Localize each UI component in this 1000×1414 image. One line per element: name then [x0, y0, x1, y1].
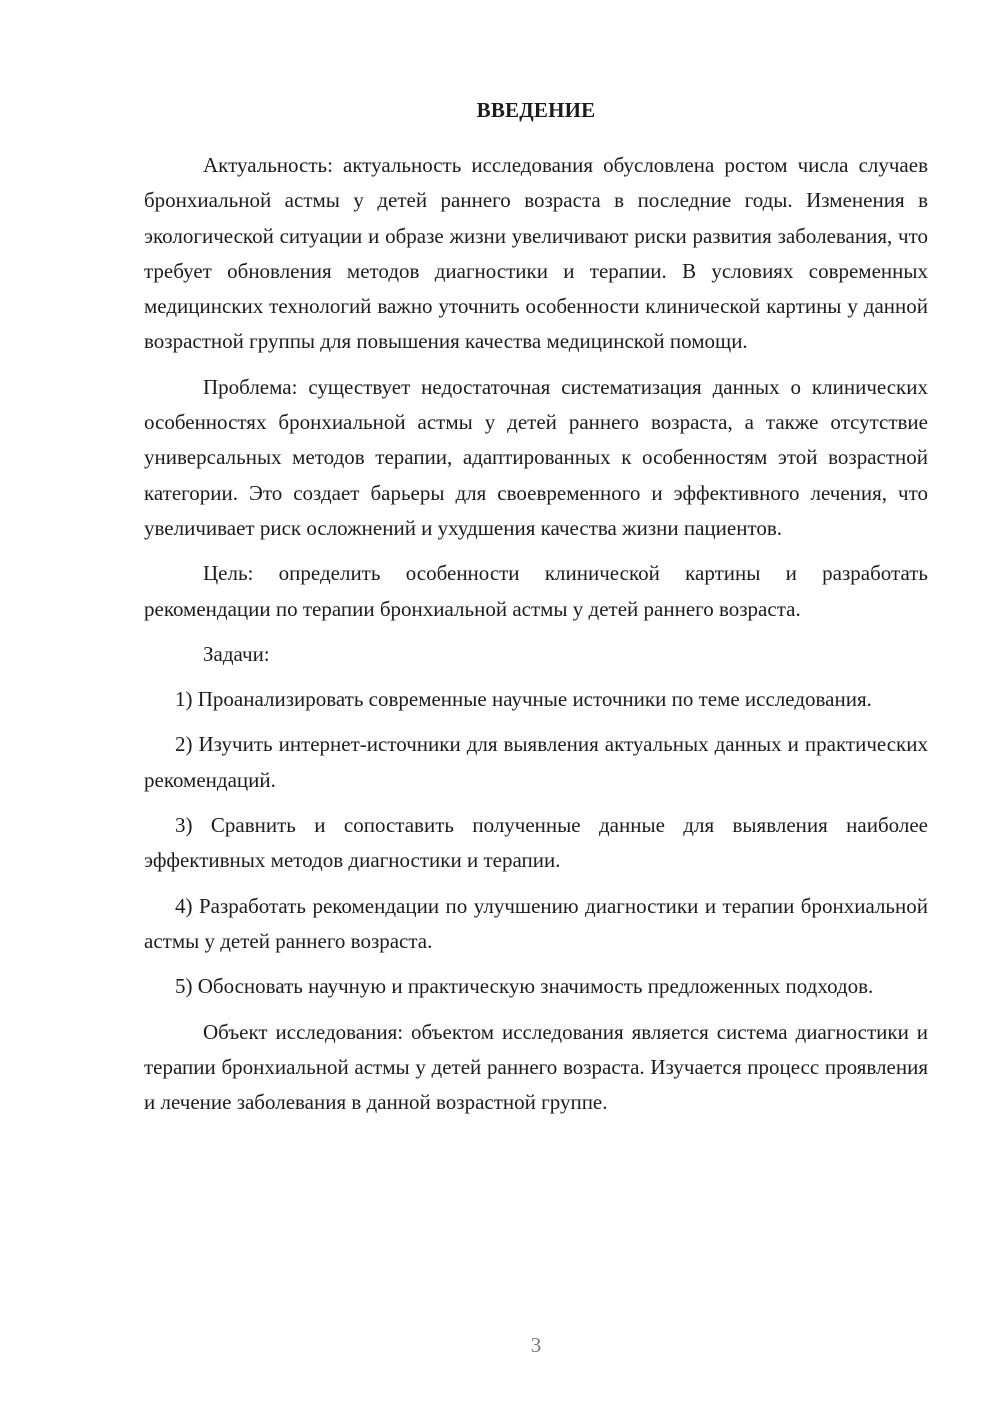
section-title: ВВЕДЕНИЕ: [476, 98, 596, 122]
tasks-heading: Задачи:: [203, 641, 270, 666]
task-item-2: 2) Изучить интернет-источники для выявления актуальных данных и практических рекомендаций.: [144, 732, 928, 792]
task-item-3: 3) Сравнить и сопоставить полученные данные для выявления наиболее эффективных методов диагностики и терапии.: [144, 813, 928, 873]
goal-paragraph: Цель: определить особенности клинической картины и разработать рекомендации по терапии бронхиальной астмы у детей раннего возраста.: [144, 561, 928, 621]
task-item-1: 1) Проанализировать современные научные источники по теме исследования.: [175, 687, 872, 712]
relevance-paragraph: Актуальность: актуальность исследования обусловлена ростом числа случаев бронхиальной астмы у детей раннего возраста в последние годы. Изменения в экологической ситуации и образе жизни увеличивают риски развития заболевания, что требует обновления методов диагностики и терапии. В условиях современных медицинских технологий важно уточнить особенности клинической картины у данной возрастной группы для повышения качества медицинской помощи.: [144, 153, 928, 354]
object-paragraph: Объект исследования: объектом исследования является система диагностики и терапии бронхиальной астмы у детей раннего возраста. Изучается процесс проявления и лечение заболевания в данной возрастной группе.: [144, 1019, 928, 1115]
page-content: [144, 93, 928, 1120]
task-item-4: 4) Разработать рекомендации по улучшению диагностики и терапии бронхиальной астмы у детей раннего возраста.: [144, 893, 928, 953]
page-number: 3: [530, 1333, 542, 1357]
task-item-5: 5) Обосновать научную и практическую значимость предложенных подходов.: [175, 974, 874, 999]
problem-paragraph: Проблема: существует недостаточная систематизация данных о клинических особенностях бронхиальной астмы у детей раннего возраста, а также отсутствие универсальных методов терапии, адаптированных к особенностям этой возрастной категории. Это создает барьеры для своевременного и эффективного лечения, что увеличивает риск осложнений и ухудшения качества жизни пациентов.: [144, 374, 928, 540]
